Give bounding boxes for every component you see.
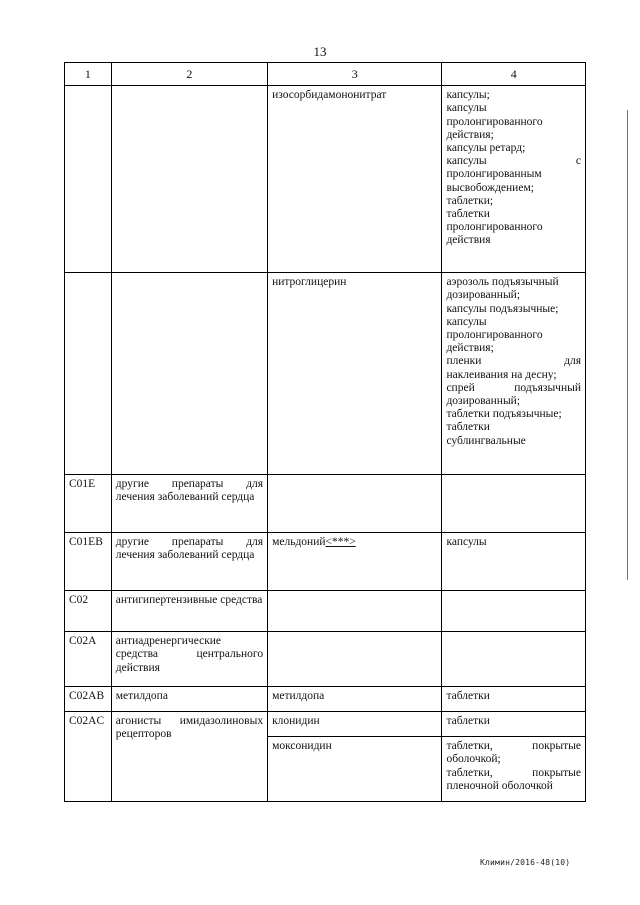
form-line: пролонгированного xyxy=(446,115,543,128)
form-line: таблетки xyxy=(446,690,490,703)
form-line: оболочкой; xyxy=(446,753,501,766)
drug-cell: метилдопа xyxy=(268,687,442,712)
group-cell: агонисты имидазолиновых рецепторов xyxy=(111,712,267,802)
form-line: таблетки, покрытые xyxy=(446,766,581,779)
code-cell xyxy=(65,273,112,475)
forms-cell xyxy=(442,591,586,632)
forms-cell xyxy=(442,737,586,802)
drug-cell xyxy=(268,533,442,591)
forms-cell xyxy=(442,712,586,737)
form-line: пленки для xyxy=(446,355,581,368)
table-row xyxy=(65,475,586,533)
forms-cell xyxy=(442,687,586,712)
form-line: высвобождением; xyxy=(446,181,534,194)
table-row xyxy=(65,591,586,632)
form-line: дозированный; xyxy=(446,395,521,408)
scan-edge-line xyxy=(627,110,628,580)
form-line: капсулы подъязычные; xyxy=(446,302,559,315)
forms-cell xyxy=(442,86,586,273)
form-line: дозированный; xyxy=(446,289,521,302)
drug-cell: изосорбидамононитрат xyxy=(268,86,442,273)
form-line: сублингвальные xyxy=(446,434,526,447)
drug-cell: моксонидин xyxy=(268,737,442,802)
group-cell xyxy=(111,86,267,273)
form-line: пролонгированного xyxy=(446,329,543,342)
table-row xyxy=(65,712,586,737)
table-row xyxy=(65,533,586,591)
header-cell-2: 2 xyxy=(111,63,267,86)
form-line: действия; xyxy=(446,128,494,141)
code-cell: C02AB xyxy=(65,687,112,712)
header-row xyxy=(65,63,586,86)
form-line: действия xyxy=(446,234,491,247)
group-cell: антигипертензивные средства xyxy=(111,591,267,632)
page-number: 13 xyxy=(313,44,327,59)
form-line: наклеивания на десну; xyxy=(446,368,557,381)
group-cell: антиадренергические средства центрального действия xyxy=(111,632,267,687)
form-line: таблетки xyxy=(446,208,490,221)
form-line: капсулы xyxy=(446,536,487,549)
form-line: пролонгированного xyxy=(446,221,543,234)
form-line: капсулы xyxy=(446,315,487,328)
code-cell: C02A xyxy=(65,632,112,687)
form-line: капсулы; xyxy=(446,89,490,102)
table-row xyxy=(65,687,586,712)
group-cell: метилдопа xyxy=(111,687,267,712)
form-line: таблетки xyxy=(446,715,490,728)
form-line: пленочной оболочкой xyxy=(446,779,553,792)
group-cell: другие препараты для лечения заболеваний сердца xyxy=(111,533,267,591)
form-line: таблетки; xyxy=(446,194,494,207)
drug-cell: клонидин xyxy=(268,712,442,737)
drug-table xyxy=(64,62,586,802)
table-row xyxy=(65,632,586,687)
form-line: капсулы с xyxy=(446,155,581,168)
drug-cell xyxy=(268,632,442,687)
code-cell: C02 xyxy=(65,591,112,632)
code-cell: C01E xyxy=(65,475,112,533)
group-cell: другие препараты для лечения заболеваний сердца xyxy=(111,475,267,533)
forms-cell xyxy=(442,533,586,591)
drug-name: мельдоний xyxy=(272,536,326,549)
code-cell xyxy=(65,86,112,273)
header-cell-1: 1 xyxy=(65,63,112,86)
drug-cell xyxy=(268,591,442,632)
form-line: пролонгированным xyxy=(446,168,542,181)
header-cell-3: 3 xyxy=(268,63,442,86)
form-line: капсулы ретард; xyxy=(446,142,526,155)
footnote-link[interactable]: <***> xyxy=(325,536,356,549)
header-cell-4: 4 xyxy=(442,63,586,86)
code-cell: C02AC xyxy=(65,712,112,802)
form-line: капсулы xyxy=(446,102,487,115)
code-cell: C01EB xyxy=(65,533,112,591)
footer-mark: Климин/2016-48(10) xyxy=(480,858,571,867)
table-row xyxy=(65,86,586,273)
forms-cell xyxy=(442,475,586,533)
forms-cell xyxy=(442,273,586,475)
form-line: спрей подъязычный xyxy=(446,381,581,394)
form-line: аэрозоль подъязычный xyxy=(446,276,559,289)
form-line: действия; xyxy=(446,342,494,355)
form-line: таблетки xyxy=(446,421,490,434)
form-line: таблетки, покрытые xyxy=(446,740,581,753)
drug-cell: нитроглицерин xyxy=(268,273,442,475)
forms-cell xyxy=(442,632,586,687)
drug-cell xyxy=(268,475,442,533)
table-row xyxy=(65,273,586,475)
form-line: таблетки подъязычные; xyxy=(446,408,562,421)
group-cell xyxy=(111,273,267,475)
